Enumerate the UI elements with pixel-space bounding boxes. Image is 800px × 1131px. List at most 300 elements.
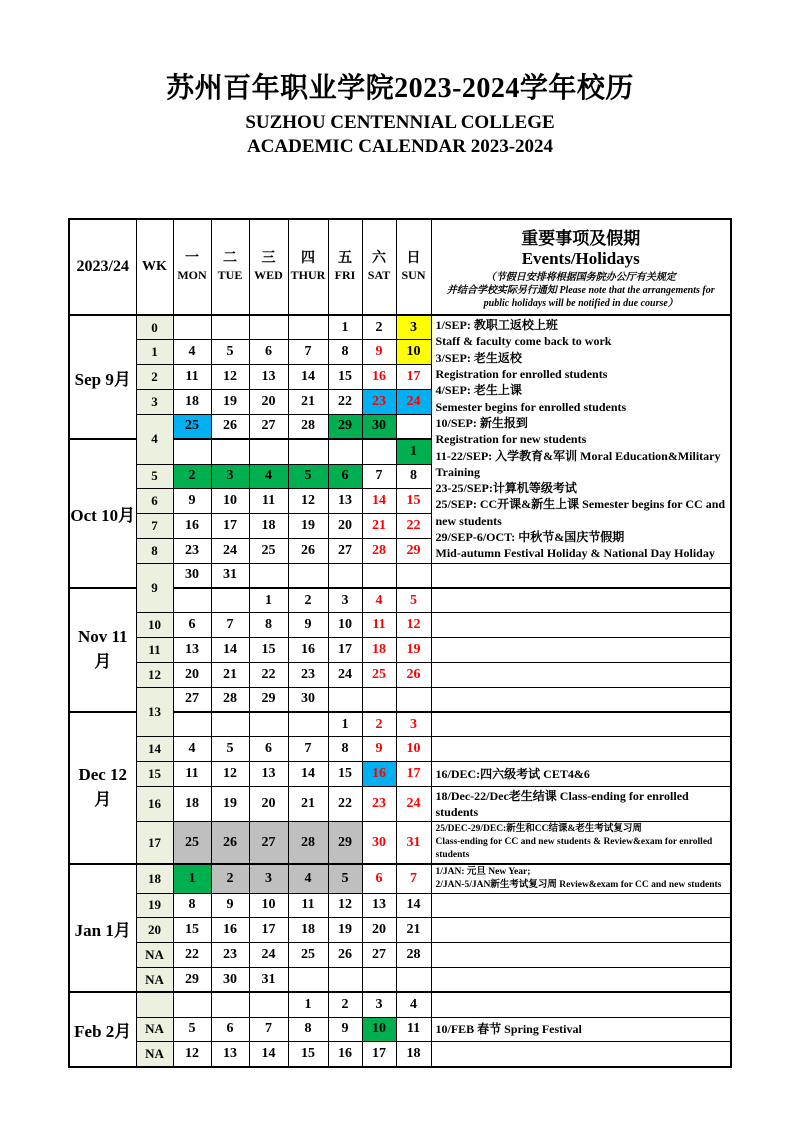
week-number-cell: NA — [136, 967, 173, 992]
day-header-tue: 二 TUE — [211, 219, 249, 315]
day-cell: 7 — [288, 737, 328, 762]
calendar-row — [69, 786, 731, 822]
day-cell: 26 — [328, 943, 362, 968]
day-cell — [211, 315, 249, 340]
day-cell: 13 — [249, 365, 288, 390]
week-number-cell: 17 — [136, 822, 173, 864]
day-cell: 6 — [249, 340, 288, 365]
day-cell: 20 — [362, 918, 396, 943]
day-cell: 30 — [362, 822, 396, 864]
day-cell: 6 — [328, 464, 362, 489]
day-cell: 15 — [173, 918, 211, 943]
day-cell: 22 — [173, 943, 211, 968]
day-cell — [173, 439, 211, 464]
day-cell: 21 — [288, 389, 328, 414]
week-number-cell — [136, 992, 173, 1017]
calendar-body — [69, 315, 731, 1067]
day-cell: 11 — [173, 762, 211, 787]
day-header-thur: 四 THUR — [288, 219, 328, 315]
day-cell: 5 — [173, 1017, 211, 1042]
event-cell — [431, 1017, 731, 1042]
day-cell: 29 — [396, 538, 431, 563]
day-cell: 27 — [362, 943, 396, 968]
day-cell: 4 — [288, 864, 328, 893]
event-cell — [431, 786, 731, 822]
day-cell: 20 — [249, 389, 288, 414]
day-cell: 16 — [173, 514, 211, 539]
event-cell — [431, 893, 731, 918]
event-cell — [431, 918, 731, 943]
day-cell: 4 — [173, 737, 211, 762]
day-cell: 7 — [362, 464, 396, 489]
week-number-cell: NA — [136, 943, 173, 968]
day-cell: 1 — [396, 439, 431, 464]
day-cell: 17 — [211, 514, 249, 539]
day-cell — [328, 439, 362, 464]
day-cell: 22 — [328, 786, 362, 822]
day-cell: 25 — [288, 943, 328, 968]
day-cell: 14 — [288, 762, 328, 787]
event-cell — [431, 687, 731, 712]
day-cell: 15 — [396, 489, 431, 514]
week-number-cell: 12 — [136, 662, 173, 687]
day-cell — [249, 992, 288, 1017]
week-number-cell: 6 — [136, 489, 173, 514]
page-title-en-calendar: ACADEMIC CALENDAR 2023-2024 — [246, 136, 554, 157]
event-cell — [431, 762, 731, 787]
day-cell: 1 — [328, 315, 362, 340]
event-cell — [431, 967, 731, 992]
day-cell: 3 — [211, 464, 249, 489]
day-cell: 17 — [396, 365, 431, 390]
day-cell: 5 — [211, 737, 249, 762]
day-cell: 11 — [396, 1017, 431, 1042]
day-cell: 13 — [362, 893, 396, 918]
event-cell — [431, 563, 731, 588]
week-number-cell: 0 — [136, 315, 173, 340]
event-cell — [431, 1042, 731, 1067]
day-cell: 14 — [396, 893, 431, 918]
day-cell: 31 — [396, 822, 431, 864]
day-cell: 28 — [211, 687, 249, 712]
day-cell: 4 — [396, 992, 431, 1017]
day-cell: 2 — [288, 588, 328, 613]
day-cell: 18 — [173, 786, 211, 822]
day-cell: 21 — [211, 662, 249, 687]
day-cell: 28 — [288, 822, 328, 864]
week-number-cell: 9 — [136, 563, 173, 613]
day-cell: 25 — [173, 414, 211, 439]
day-cell: 10 — [249, 893, 288, 918]
week-number-cell: 2 — [136, 365, 173, 390]
event-cell — [431, 662, 731, 687]
day-cell: 5 — [288, 464, 328, 489]
day-cell — [288, 563, 328, 588]
day-cell: 6 — [249, 737, 288, 762]
day-cell: 12 — [288, 489, 328, 514]
day-cell: 4 — [173, 340, 211, 365]
day-cell — [328, 967, 362, 992]
week-number-cell: NA — [136, 1017, 173, 1042]
day-cell: 16 — [288, 638, 328, 663]
day-cell — [362, 439, 396, 464]
month-label: Jan 1月 — [69, 864, 136, 992]
day-cell: 13 — [211, 1042, 249, 1067]
day-cell — [211, 712, 249, 737]
day-cell: 21 — [396, 918, 431, 943]
day-cell: 24 — [396, 786, 431, 822]
day-cell — [249, 315, 288, 340]
day-cell: 7 — [249, 1017, 288, 1042]
week-number-cell: 4 — [136, 414, 173, 464]
event-cell — [431, 315, 731, 563]
calendar-row — [69, 822, 731, 864]
day-cell: 10 — [396, 737, 431, 762]
event-line: 18/Dec-22/Dec老生结课 Class-ending for enrolled students — [435, 788, 689, 820]
day-cell: 23 — [173, 538, 211, 563]
calendar-row — [69, 687, 731, 712]
day-cell — [249, 712, 288, 737]
day-cell: 9 — [362, 737, 396, 762]
event-cell — [431, 992, 731, 1017]
event-line: 4/SEP: 老生上课 — [435, 383, 522, 398]
day-cell — [328, 687, 362, 712]
week-number-cell: 14 — [136, 737, 173, 762]
day-cell: 24 — [396, 389, 431, 414]
day-cell — [396, 687, 431, 712]
week-column-header: WK — [136, 219, 173, 315]
day-cell: 25 — [249, 538, 288, 563]
day-cell: 27 — [173, 687, 211, 712]
week-number-cell: 3 — [136, 389, 173, 414]
day-cell: 13 — [249, 762, 288, 787]
day-cell: 29 — [328, 414, 362, 439]
event-line: 1/SEP: 教职工返校上班 — [435, 318, 558, 332]
day-cell: 24 — [328, 662, 362, 687]
day-cell: 23 — [288, 662, 328, 687]
day-cell: 14 — [362, 489, 396, 514]
day-header-sun: 日 SUN — [396, 219, 431, 315]
month-label: Dec 12月 — [69, 712, 136, 864]
day-cell: 3 — [362, 992, 396, 1017]
calendar-row — [69, 918, 731, 943]
day-cell: 9 — [328, 1017, 362, 1042]
day-cell — [173, 315, 211, 340]
day-cell — [173, 588, 211, 613]
events-title-en: Events/Holidays — [521, 249, 640, 268]
day-cell: 10 — [362, 1017, 396, 1042]
event-line: Registration for new students — [435, 432, 587, 447]
day-cell: 28 — [396, 943, 431, 968]
event-line: 25/SEP: CC开课&新生上课 Semester begins for CC and new students — [435, 497, 726, 528]
day-cell: 3 — [328, 588, 362, 613]
day-cell: 25 — [362, 662, 396, 687]
day-cell: 24 — [249, 943, 288, 968]
day-cell: 19 — [328, 918, 362, 943]
calendar-row — [69, 662, 731, 687]
day-cell — [173, 992, 211, 1017]
day-cell: 17 — [328, 638, 362, 663]
event-cell — [431, 864, 731, 893]
day-cell: 19 — [396, 638, 431, 663]
day-cell — [173, 712, 211, 737]
day-header-sat: 六 SAT — [362, 219, 396, 315]
calendar-header-row — [69, 219, 731, 315]
day-cell: 15 — [249, 638, 288, 663]
event-line: Semester begins for enrolled students — [435, 399, 627, 414]
calendar-row — [69, 638, 731, 663]
day-cell: 15 — [288, 1042, 328, 1067]
day-cell — [328, 563, 362, 588]
day-cell: 23 — [362, 786, 396, 822]
day-cell: 18 — [396, 1042, 431, 1067]
calendar-row — [69, 992, 731, 1017]
year-header-cell: 2023/24 — [69, 219, 136, 315]
day-cell — [211, 992, 249, 1017]
day-cell: 13 — [173, 638, 211, 663]
event-line: 10/SEP: 新生报到 — [435, 415, 528, 430]
day-cell: 12 — [211, 365, 249, 390]
day-cell — [396, 967, 431, 992]
day-cell — [249, 439, 288, 464]
week-number-cell: NA — [136, 1042, 173, 1067]
day-cell — [396, 414, 431, 439]
day-cell: 31 — [249, 967, 288, 992]
day-cell: 5 — [211, 340, 249, 365]
day-cell: 9 — [173, 489, 211, 514]
calendar-row — [69, 737, 731, 762]
day-cell: 18 — [362, 638, 396, 663]
day-cell: 11 — [173, 365, 211, 390]
day-cell: 2 — [173, 464, 211, 489]
event-cell — [431, 943, 731, 968]
day-cell: 8 — [288, 1017, 328, 1042]
day-cell: 19 — [211, 389, 249, 414]
event-cell — [431, 588, 731, 613]
event-line: Class-ending for CC and new students & Review&exam for enrolled students — [435, 837, 713, 861]
day-cell — [288, 439, 328, 464]
day-cell: 3 — [396, 315, 431, 340]
day-cell: 3 — [396, 712, 431, 737]
week-number-cell: 15 — [136, 762, 173, 787]
day-cell: 26 — [396, 662, 431, 687]
week-number-cell: 19 — [136, 893, 173, 918]
day-cell: 6 — [211, 1017, 249, 1042]
day-cell: 7 — [211, 613, 249, 638]
day-cell: 4 — [249, 464, 288, 489]
day-cell: 9 — [362, 340, 396, 365]
week-number-cell: 8 — [136, 538, 173, 563]
day-cell: 19 — [211, 786, 249, 822]
title-block — [0, 66, 800, 158]
day-cell: 16 — [362, 762, 396, 787]
day-cell — [249, 563, 288, 588]
day-cell: 1 — [249, 588, 288, 613]
day-cell: 16 — [211, 918, 249, 943]
events-column-header — [431, 219, 731, 315]
day-cell: 17 — [396, 762, 431, 787]
academic-calendar-table — [68, 218, 732, 1068]
day-cell: 20 — [173, 662, 211, 687]
event-line: 10/FEB 春节 Spring Festival — [435, 1022, 582, 1037]
calendar-row — [69, 967, 731, 992]
day-cell: 20 — [328, 514, 362, 539]
month-label: Nov 11月 — [69, 588, 136, 712]
day-cell: 10 — [396, 340, 431, 365]
day-cell: 21 — [288, 786, 328, 822]
day-cell: 5 — [396, 588, 431, 613]
calendar-row — [69, 613, 731, 638]
calendar-row — [69, 1042, 731, 1067]
day-cell — [362, 563, 396, 588]
event-line: Registration for enrolled students — [435, 366, 608, 381]
day-cell: 14 — [249, 1042, 288, 1067]
day-cell: 27 — [249, 822, 288, 864]
day-cell: 28 — [362, 538, 396, 563]
day-header-fri: 五 FRI — [328, 219, 362, 315]
event-line: 25/DEC-29/DEC:新生和CC结课&老生考试复习周 — [435, 824, 642, 835]
day-cell: 6 — [362, 864, 396, 893]
month-label: Oct 10月 — [69, 439, 136, 588]
day-cell: 12 — [173, 1042, 211, 1067]
day-cell: 26 — [211, 414, 249, 439]
day-cell: 18 — [288, 918, 328, 943]
day-cell: 30 — [211, 967, 249, 992]
day-cell: 1 — [328, 712, 362, 737]
day-cell: 22 — [328, 389, 362, 414]
day-cell: 17 — [362, 1042, 396, 1067]
week-number-cell: 13 — [136, 687, 173, 737]
day-cell: 17 — [249, 918, 288, 943]
events-note: （节假日安排将根据国务院办公厅有关规定 并结合学校实际另行通知 Please note that the arrangements for public holidays will be notified in due course） — [446, 272, 715, 309]
day-cell: 22 — [396, 514, 431, 539]
day-cell: 30 — [362, 414, 396, 439]
day-cell: 29 — [328, 822, 362, 864]
day-cell: 23 — [362, 389, 396, 414]
day-cell: 18 — [173, 389, 211, 414]
day-cell: 3 — [249, 864, 288, 893]
day-cell: 27 — [328, 538, 362, 563]
day-cell: 13 — [328, 489, 362, 514]
calendar-row — [69, 563, 731, 588]
day-cell: 15 — [328, 762, 362, 787]
day-cell — [396, 563, 431, 588]
week-number-cell: 10 — [136, 613, 173, 638]
day-cell: 14 — [211, 638, 249, 663]
day-cell: 12 — [328, 893, 362, 918]
day-cell: 19 — [288, 514, 328, 539]
month-label: Sep 9月 — [69, 315, 136, 439]
day-cell — [211, 588, 249, 613]
week-number-cell: 16 — [136, 786, 173, 822]
day-cell: 20 — [249, 786, 288, 822]
day-cell: 1 — [173, 864, 211, 893]
calendar-row — [69, 893, 731, 918]
calendar-row — [69, 943, 731, 968]
day-header-wed: 三 WED — [249, 219, 288, 315]
calendar-row — [69, 762, 731, 787]
event-cell — [431, 638, 731, 663]
day-cell: 8 — [173, 893, 211, 918]
day-cell: 12 — [396, 613, 431, 638]
week-number-cell: 11 — [136, 638, 173, 663]
day-cell: 29 — [173, 967, 211, 992]
day-cell: 9 — [211, 893, 249, 918]
day-cell: 6 — [173, 613, 211, 638]
events-title-cn: 重要事项及假期 — [521, 229, 641, 248]
event-cell — [431, 737, 731, 762]
day-cell: 5 — [328, 864, 362, 893]
day-cell: 2 — [362, 315, 396, 340]
week-number-cell: 1 — [136, 340, 173, 365]
day-cell: 8 — [328, 737, 362, 762]
day-cell: 2 — [362, 712, 396, 737]
day-cell — [362, 687, 396, 712]
event-cell — [431, 712, 731, 737]
day-cell: 10 — [328, 613, 362, 638]
day-cell — [288, 315, 328, 340]
day-cell — [362, 967, 396, 992]
day-cell: 8 — [396, 464, 431, 489]
event-line: 1/JAN: 元旦 New Year; — [435, 866, 531, 877]
day-cell: 21 — [362, 514, 396, 539]
day-cell: 12 — [211, 762, 249, 787]
day-cell: 25 — [173, 822, 211, 864]
day-cell: 26 — [211, 822, 249, 864]
day-cell: 9 — [288, 613, 328, 638]
event-line: 16/DEC:四六级考试 CET4&6 — [435, 766, 590, 781]
event-line: 2/JAN-5/JAN新生考试复习周 Review&exam for CC and new students — [435, 879, 722, 890]
day-cell: 24 — [211, 538, 249, 563]
event-line: 11-22/SEP: 入学教育&军训 Moral Education&Military Training — [435, 448, 721, 479]
day-cell: 11 — [288, 893, 328, 918]
event-line: 23-25/SEP:计算机等级考试 — [435, 481, 577, 496]
day-cell: 16 — [328, 1042, 362, 1067]
day-cell: 14 — [288, 365, 328, 390]
day-cell: 11 — [249, 489, 288, 514]
week-number-cell: 20 — [136, 918, 173, 943]
day-cell: 1 — [288, 992, 328, 1017]
month-label: Feb 2月 — [69, 992, 136, 1066]
day-cell: 16 — [362, 365, 396, 390]
day-cell: 27 — [249, 414, 288, 439]
page-title-cn: 苏州百年职业学院2023-2024学年校历 — [166, 73, 634, 104]
event-line: Staff & faculty come back to work — [435, 334, 612, 349]
day-cell: 7 — [396, 864, 431, 893]
day-cell: 2 — [211, 864, 249, 893]
event-cell — [431, 613, 731, 638]
day-cell: 29 — [249, 687, 288, 712]
day-cell: 4 — [362, 588, 396, 613]
calendar-row — [69, 315, 731, 340]
day-cell: 15 — [328, 365, 362, 390]
event-cell — [431, 822, 731, 864]
day-cell: 22 — [249, 662, 288, 687]
event-line: 3/SEP: 老生返校 — [435, 350, 522, 365]
calendar-row — [69, 1017, 731, 1042]
day-cell: 26 — [288, 538, 328, 563]
day-cell: 30 — [288, 687, 328, 712]
day-cell — [288, 967, 328, 992]
day-cell — [211, 439, 249, 464]
day-cell — [288, 712, 328, 737]
page-title-en-college: SUZHOU CENTENNIAL COLLEGE — [245, 112, 555, 133]
day-cell: 23 — [211, 943, 249, 968]
day-cell: 10 — [211, 489, 249, 514]
day-cell: 28 — [288, 414, 328, 439]
day-cell: 2 — [328, 992, 362, 1017]
day-cell: 7 — [288, 340, 328, 365]
